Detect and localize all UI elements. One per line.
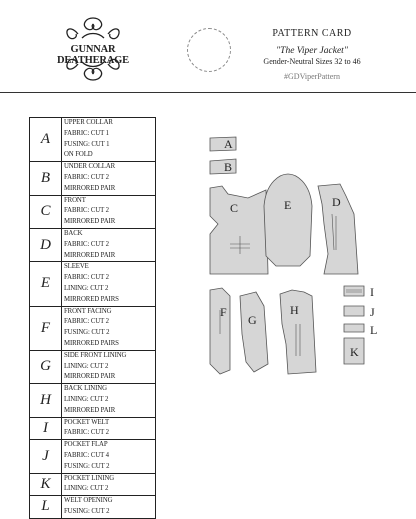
piece-line: FABRIC: CUT 2	[64, 207, 109, 215]
piece-e-shape	[264, 174, 312, 266]
piece-line: MIRRORED PAIR	[64, 373, 116, 381]
piece-b-shape	[210, 159, 236, 174]
piece-letter: H	[30, 384, 62, 417]
piece-line: POCKET WELT	[64, 418, 110, 426]
piece-line: UNDER COLLAR	[64, 163, 116, 171]
piece-row	[30, 306, 156, 350]
piece-letter: J	[30, 440, 62, 473]
piece-line: MIRRORED PAIRS	[64, 295, 119, 303]
piece-description	[62, 417, 156, 440]
piece-row	[30, 473, 156, 496]
piece-line: POCKET LINING	[64, 474, 115, 482]
piece-description	[62, 162, 156, 195]
diagram-label-e: E	[284, 198, 292, 212]
title-block	[256, 28, 368, 81]
brand-logo	[38, 14, 148, 82]
piece-row	[30, 228, 156, 261]
hashtag: #GDViperPattern	[284, 72, 340, 81]
piece-line: LINING: CUT 2	[64, 284, 109, 292]
diagram-label-b: B	[224, 160, 233, 174]
card-title: PATTERN CARD	[272, 28, 352, 39]
piece-letter: F	[30, 306, 62, 350]
piece-row	[30, 118, 156, 162]
pieces-table	[29, 117, 156, 519]
piece-line: FABRIC: CUT 2	[64, 274, 109, 282]
piece-line: SIDE FRONT LINING	[64, 351, 127, 359]
header	[0, 0, 416, 92]
piece-line: FUSING: CUT 1	[64, 140, 110, 148]
piece-letter: C	[30, 195, 62, 228]
piece-line: FUSING: CUT 2	[64, 329, 110, 337]
piece-line: MIRRORED PAIRS	[64, 339, 119, 347]
piece-line: FUSING: CUT 2	[64, 462, 110, 470]
piece-line: SLEEVE	[64, 263, 89, 271]
piece-letter: B	[30, 162, 62, 195]
piece-line: MIRRORED PAIR	[64, 251, 116, 259]
logo-placeholder-circle	[187, 28, 231, 72]
piece-j-shape	[344, 306, 364, 316]
piece-letter: L	[30, 496, 62, 519]
piece-line: BACK LINING	[64, 385, 107, 393]
piece-description	[62, 384, 156, 417]
piece-line: UPPER COLLAR	[64, 119, 113, 126]
piece-row	[30, 440, 156, 473]
piece-line: FABRIC: CUT 2	[64, 240, 109, 248]
piece-line: FABRIC: CUT 2	[64, 318, 109, 326]
piece-description	[62, 118, 156, 162]
piece-line: LINING: CUT 2	[64, 485, 109, 493]
piece-line: FABRIC: CUT 4	[64, 451, 109, 459]
diagram-label-i: I	[370, 285, 374, 299]
piece-letter: K	[30, 473, 62, 496]
piece-c-shape	[210, 186, 268, 274]
brand-name: GUNNAR DEATHERAGE	[57, 44, 129, 66]
piece-line: FRONT FACING	[64, 307, 112, 315]
piece-letter: D	[30, 228, 62, 261]
piece-row	[30, 417, 156, 440]
piece-line: MIRRORED PAIR	[64, 218, 116, 226]
diagram-label-k: K	[350, 345, 359, 359]
piece-letter: E	[30, 262, 62, 306]
piece-row	[30, 262, 156, 306]
piece-line: BACK	[64, 229, 83, 237]
piece-line: WELT OPENING	[64, 497, 113, 505]
piece-line: FUSING: CUT 2	[64, 507, 110, 515]
piece-line: FABRIC: CUT 2	[64, 173, 109, 181]
piece-description	[62, 228, 156, 261]
diagram-label-c: C	[230, 201, 239, 215]
diagram-label-f: F	[220, 305, 227, 319]
size-range: Gender-Neutral Sizes 32 to 46	[263, 57, 361, 66]
piece-letter: I	[30, 417, 62, 440]
pattern-diagram	[196, 124, 396, 384]
piece-row	[30, 195, 156, 228]
diagram-label-h: H	[290, 303, 299, 317]
piece-line: POCKET FLAP	[64, 441, 108, 449]
piece-row	[30, 350, 156, 383]
piece-description	[62, 473, 156, 496]
diagram-label-a: A	[224, 137, 233, 151]
piece-line: MIRRORED PAIR	[64, 184, 116, 192]
piece-g-shape	[240, 292, 268, 372]
jacket-name: "The Viper Jacket"	[276, 46, 348, 56]
diagram-label-d: D	[332, 195, 341, 209]
piece-i-shape	[344, 286, 364, 296]
diagram-label-j: J	[370, 305, 375, 319]
header-divider	[0, 92, 416, 93]
piece-description	[62, 496, 156, 519]
piece-description	[62, 306, 156, 350]
diagram-label-l: L	[370, 323, 378, 337]
piece-line: LINING: CUT 2	[64, 395, 109, 403]
piece-line: FABRIC: CUT 2	[64, 429, 109, 437]
piece-row	[30, 384, 156, 417]
piece-line: FABRIC: CUT 1	[64, 129, 109, 137]
diagram-label-g: G	[248, 313, 257, 327]
piece-description	[62, 350, 156, 383]
piece-line: ON FOLD	[64, 151, 93, 159]
piece-description	[62, 440, 156, 473]
piece-row	[30, 162, 156, 195]
piece-description	[62, 262, 156, 306]
piece-l-shape	[344, 324, 364, 332]
piece-letter: A	[30, 118, 62, 162]
piece-description	[62, 195, 156, 228]
piece-letter: G	[30, 350, 62, 383]
piece-line: FRONT	[64, 196, 86, 204]
piece-line: MIRRORED PAIR	[64, 406, 116, 414]
piece-row	[30, 496, 156, 519]
piece-line: LINING: CUT 2	[64, 362, 109, 370]
